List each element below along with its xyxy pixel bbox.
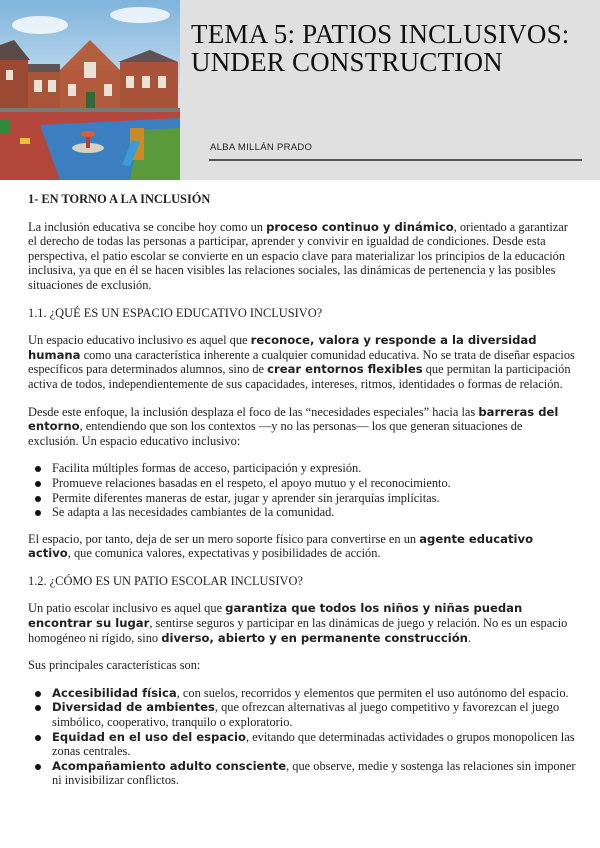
list-item: Accesibilidad física, con suelos, recorridos y elementos que permiten el uso autónomo del espacio. <box>52 686 576 701</box>
paragraph: Un espacio educativo inclusivo es aquel que reconoce, valora y responde a la diversidad humana como una característica inherente a cualquier comunidad educativa. No se trata de diseñar espacios específicos para determinados alumnos, sino de crear entornos flexibles que permitan la participación activa de todos, independientemente de sus capacidades, intereses, ritmos, identidades o formas de relación. <box>28 333 575 391</box>
subsection-heading: 1.2. ¿CÓMO ES UN PATIO ESCOLAR INCLUSIVO? <box>28 573 303 588</box>
bullet-list <box>28 461 576 519</box>
header-band <box>0 0 600 180</box>
list-item: Acompañamiento adulto consciente, que observe, medie y sostenga las relaciones sin imponer ni invisibilizar conflictos. <box>52 758 576 788</box>
document-title: TEMA 5: PATIOS INCLUSIVOS: UNDER CONSTRUCTION <box>191 19 570 77</box>
paragraph: Sus principales características son: <box>28 658 201 673</box>
list-item: Equidad en el uso del espacio, evitando que determinadas actividades o grupos monopolicen las zonas centrales. <box>52 729 575 759</box>
document-body <box>28 192 576 800</box>
list-item: Facilita múltiples formas de acceso, participación y expresión. <box>52 461 576 476</box>
feature-list <box>28 686 576 788</box>
list-item: Se adapta a las necesidades cambiantes de la comunidad. <box>52 505 576 520</box>
list-item: Diversidad de ambientes, que ofrezcan alternativas al juego competitivo y favorezcan el juego simbólico, cooperativo, tranquilo o exploratorio. <box>52 700 576 729</box>
list-item: Permite diferentes maneras de estar, jugar y aprender sin jerarquías implícitas. <box>52 491 576 506</box>
list-item: Promueve relaciones basadas en el respeto, el apoyo mutuo y el reconocimiento. <box>52 476 576 491</box>
school-playground-photo <box>0 0 180 180</box>
paragraph: La inclusión educativa se concibe hoy como un proceso continuo y dinámico, orientado a garantizar el derecho de todas las personas a participar, aprender y convivir en igualdad de condiciones. Desde esta perspectiva, el patio escolar se convierte en un espacio clave para materializar los principios de la educación inclusiva, ya que en él se hacen visibles las relaciones sociales, las dinámicas de pertenencia y las posibles situaciones de exclusión. <box>28 219 568 292</box>
paragraph: Desde este enfoque, la inclusión desplaza el foco de las “necesidades especiales” hacia las barreras del entorno, entendiendo que son los contextos —y no las personas— los que generan situaciones de exclusión. Un espacio educativo inclusivo: <box>28 404 559 448</box>
playground-illustration <box>0 0 180 180</box>
subsection-heading: 1.1. ¿QUÉ ES UN ESPACIO EDUCATIVO INCLUSIVO? <box>28 305 323 320</box>
paragraph: El espacio, por tanto, deja de ser un mero soporte físico para convertirse en un agente educativo activo, que comunica valores, expectativas y posibilidades de acción. <box>28 531 534 561</box>
author-name: ALBA MILLÁN PRADO <box>210 142 313 153</box>
section-heading: 1- EN TORNO A LA INCLUSIÓN <box>28 192 211 206</box>
header-divider <box>209 159 582 161</box>
paragraph: Un patio escolar inclusivo es aquel que garantiza que todos los niños y niñas puedan encontrar su lugar, sentirse seguros y participar en las dinámicas de juego y relación. No es un espacio homogéneo ni rígido, sino diverso, abierto y en permanente construcción. <box>28 601 568 645</box>
